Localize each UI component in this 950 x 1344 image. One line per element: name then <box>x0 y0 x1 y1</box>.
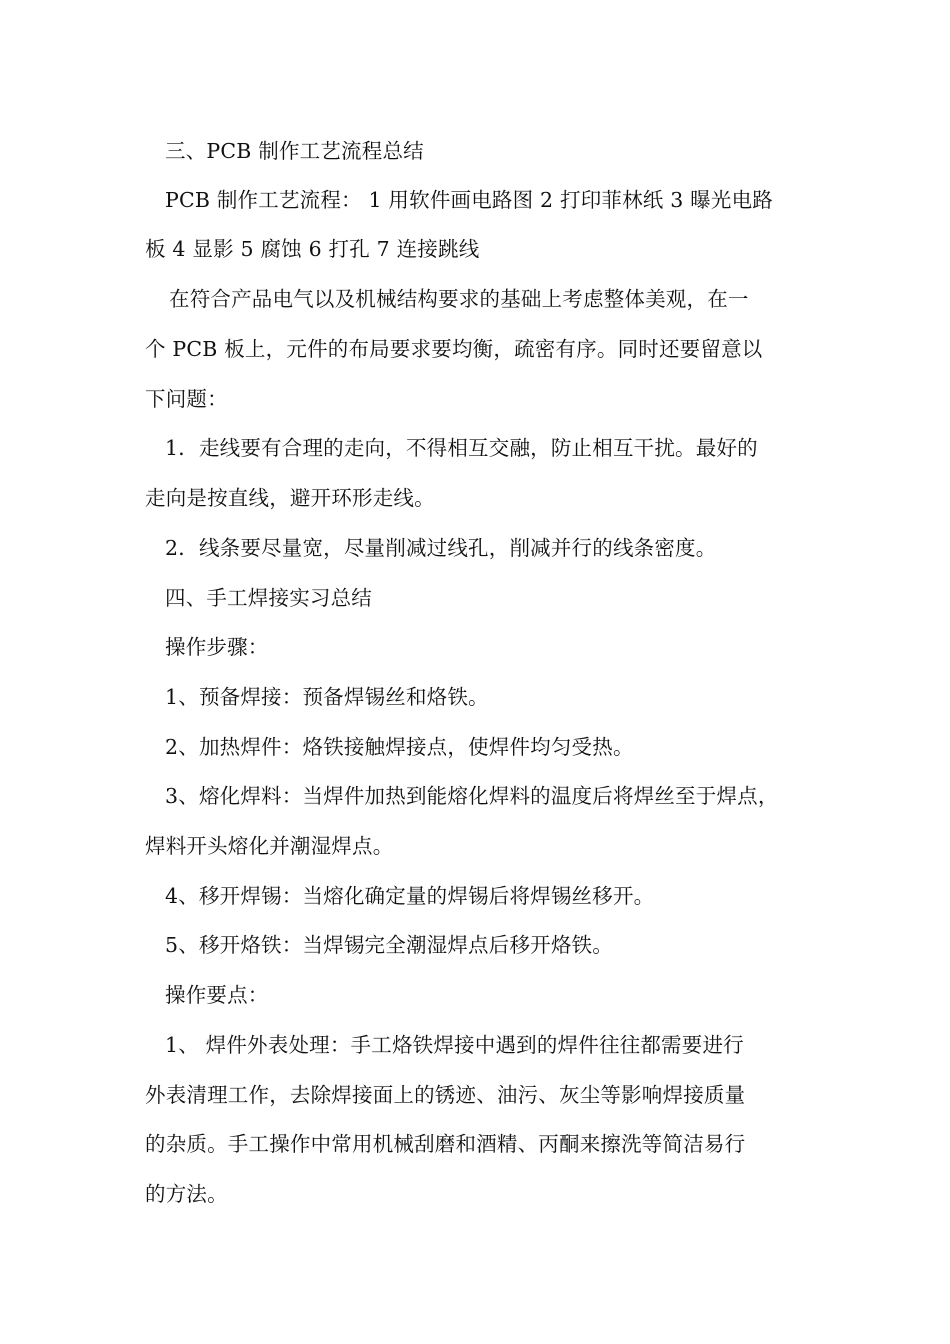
list-item: 1、 焊件外表处理：手工烙铁焊接中遇到的焊件往往都需要进行 <box>165 1033 744 1057</box>
list-item: 3、熔化焊料：当焊件加热到能熔化焊料的温度后将焊丝至于焊点， <box>165 784 779 808</box>
subheading-key-points: 操作要点： <box>165 983 269 1007</box>
subheading-steps: 操作步骤： <box>165 635 269 659</box>
section-heading-pcb: 三、PCB 制作工艺流程总结 <box>165 139 424 163</box>
paragraph-line: PCB 制作工艺流程： 1 用软件画电路图 2 打印菲林纸 3 曝光电路 <box>165 188 773 212</box>
paragraph-line: 走向是按直线，避开环形走线。 <box>145 486 435 510</box>
paragraph-line: 板 4 显影 5 腐蚀 6 打孔 7 连接跳线 <box>145 237 480 261</box>
list-item: 1．走线要有合理的走向，不得相互交融，防止相互干扰。最好的 <box>165 436 758 460</box>
paragraph-line: 外表清理工作，去除焊接面上的锈迹、油污、灰尘等影响焊接质量 <box>145 1083 746 1107</box>
list-item: 4、移开焊锡：当熔化确定量的焊锡后将焊锡丝移开。 <box>165 884 655 908</box>
list-item: 1、预备焊接：预备焊锡丝和烙铁。 <box>165 685 489 709</box>
list-item: 2、加热焊件：烙铁接触焊接点，使焊件均匀受热。 <box>165 735 634 759</box>
section-heading-soldering: 四、手工焊接实习总结 <box>165 586 372 610</box>
list-item: 2．线条要尽量宽，尽量削减过线孔，削减并行的线条密度。 <box>165 536 717 560</box>
paragraph-line: 个 PCB 板上，元件的布局要求要均衡，疏密有序。同时还要留意以 <box>145 337 763 361</box>
paragraph-line: 下问题： <box>145 387 228 411</box>
paragraph-line: 的方法。 <box>145 1182 228 1206</box>
paragraph-line: 的杂质。手工操作中常用机械刮磨和酒精、丙酮来擦洗等简洁易行 <box>145 1132 746 1156</box>
paragraph-line: 在符合产品电气以及机械结构要求的基础上考虑整体美观，在一 <box>169 287 749 311</box>
list-item: 5、移开烙铁：当焊锡完全潮湿焊点后移开烙铁。 <box>165 933 613 957</box>
paragraph-line: 焊料开头熔化并潮湿焊点。 <box>145 834 394 858</box>
